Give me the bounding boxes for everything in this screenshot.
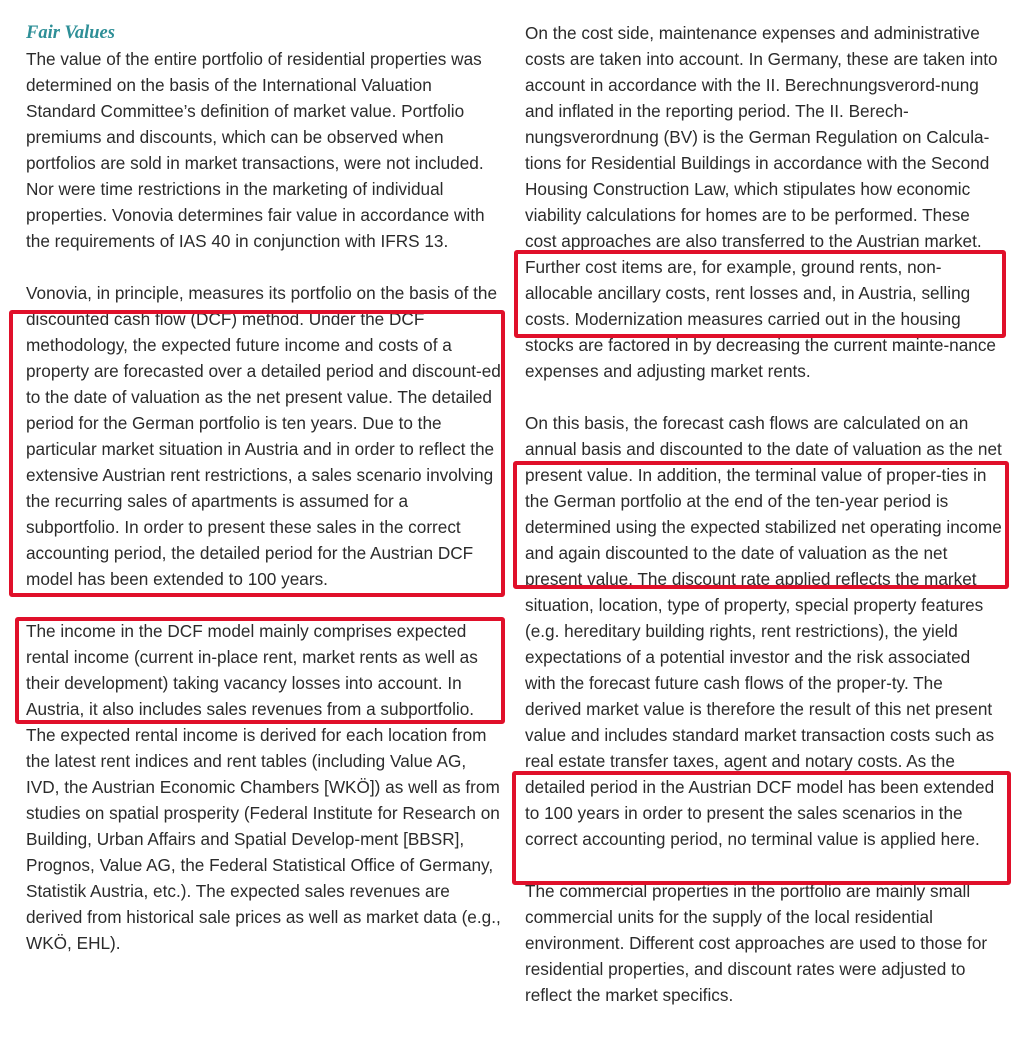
highlight-box-sales-revenues [15, 617, 505, 724]
paragraph-cost-side: On the cost side, maintenance expenses and administrative costs are taken into account. In Germany, these are taken into account in accordance with the II. Berechnungsverord-nung and inflated in the reporting period. The II. Berech-nungsverordnung (BV) is the German Regulation on Calcula-tions for Residential Buildings in accordance with the Second Housing Construction Law, which stipulates how economic viability calculations for homes are to be performed. These cost approaches are also transferred to the Austrian market. Further cost items are, for example, ground rents, non-allocable ancillary costs, rent losses and, in Austria, selling costs. Modernization measures carried out in the housing stocks are factored in by decreasing the current mainte-nance expenses and adjusting market rents. [525, 23, 998, 381]
paragraph-dcf-method: Vonovia, in principle, measures its portfolio on the basis of the discounted cash flow (DCF) method. Under the DCF methodology, the expected future income and costs of a property are forecasted over a detailed period and discount-ed to the date of valuation as the net present value. The detailed period for the German portfolio is ten years. Due to the particular market situation in Austria and in order to reflect the extensive Austrian rent restrictions, a sales scenario involving the recurring sales of apartments is assumed for a subportfolio. In order to present these sales in the correct accounting period, the detailed period for the Austrian DCF model has been extended to 100 years. [26, 283, 501, 589]
paragraph-cash-flow-forecast: On this basis, the forecast cash flows are calculated on an annual basis and discounted to the date of valuation as the net present value. In addition, the terminal value of proper-ties in the German portfolio at the end of the ten-year period is determined using the expected stabilized net operating income and again discounted to the date of valuation as the net present value. The discount rate applied reflects the market situation, location, type of property, special property features (e.g. hereditary building rights, rent restrictions), the yield expectations of a potential investor and the risk associated with the forecast future cash flows of the proper-ty. The derived market value is therefore the result of this net present value and includes standard market transaction costs such as real estate transfer taxes, agent and notary costs. As the detailed period in the Austrian DCF model has been extended to 100 years in order to present the sales scenarios in the correct accounting period, no terminal value is applied here. [525, 413, 1002, 849]
section-heading: Fair Values [26, 23, 115, 43]
paragraph-commercial-properties: The commercial properties in the portfolio are mainly small commercial units for the supply of the local residential environment. Different cost approaches are used to those for residential properties, and discount rates were adjusted to reflect the market specifics. [525, 881, 988, 1005]
highlight-box-terminal-value-german [513, 461, 1009, 589]
highlight-box-no-terminal-value [512, 771, 1011, 885]
highlight-box-selling-costs [514, 250, 1006, 338]
paragraph-fair-value-definition: The value of the entire portfolio of residential properties was determined on the basis of the International Valuation Standard Committee’s definition of market value. Portfolio premiums and discounts, which can be observed when portfolios are sold in market transactions, were not included. Nor were time restrictions in the marketing of individual properties. Vonovia determines fair value in accordance with the requirements of IAS 40 in conjunction with IFRS 13. [26, 49, 485, 251]
highlight-box-dcf-extended [9, 310, 505, 597]
paragraph-dcf-income: The income in the DCF model mainly comprises expected rental income (current in-place rent, market rents as well as their development) taking vacancy losses into account. In Austria, it also includes sales revenues from a subportfolio. The expected rental income is derived for each location from the latest rent indices and rent tables (including Value AG, IVD, the Austrian Economic Chambers [WKÖ]) as well as from studies on spatial prosperity (Federal Institute for Research on Building, Urban Affairs and Spatial Develop-ment [BBSR], Prognos, Value AG, the Federal Statistical Office of Germany, Statistik Austria, etc.). The expected sales revenues are derived from historical sale prices as well as market data (e.g., WKÖ, EHL). [26, 621, 501, 953]
